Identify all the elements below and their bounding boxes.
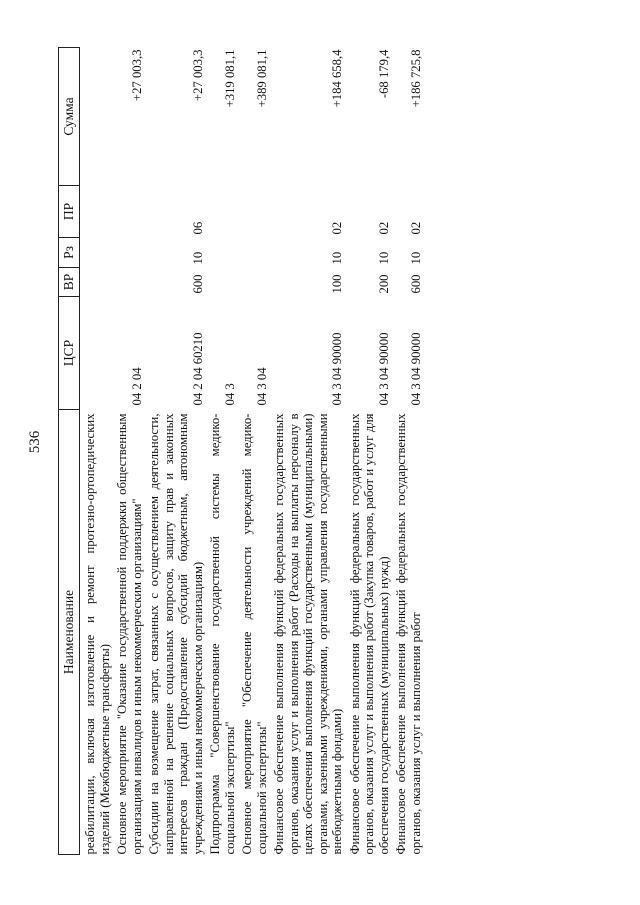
page-number: 536 (27, 430, 43, 454)
row-csr: 04 3 04 90000 (408, 332, 423, 406)
header-csr: ЦСР (59, 297, 80, 410)
row-rz (80, 238, 113, 268)
row-name: Основное мероприятие "Обеспечение деятельности учреждений медико-социальной экспертизы" (240, 413, 269, 855)
header-rz: Рз (59, 238, 80, 268)
row-pr (112, 186, 144, 238)
row-pr: 02 (376, 221, 391, 235)
row-name: Субсидии на возмещение затрат, связанных с осуществлением деятельности, направленной на решение социальных вопросов, защиту прав и законных интересов граждан (Предоставление субсидий бюджетным, автономным учреждениям и иным некоммерческим организациям) (147, 413, 205, 855)
row-vr: 100 (330, 274, 344, 294)
table-row (237, 48, 269, 855)
row-rz: 10 (376, 251, 391, 265)
row-name: Подпрограмма "Совершенствование государственной системы медико-социальной экспертизы" (208, 413, 237, 855)
row-vr (237, 268, 269, 297)
row-pr (205, 186, 237, 238)
row-sum (80, 48, 113, 186)
table-row (144, 48, 205, 855)
table-row (112, 48, 144, 855)
row-vr: 600 (190, 274, 205, 294)
row-rz: 10 (408, 251, 423, 265)
row-csr: 04 2 04 (129, 367, 144, 406)
row-csr: 04 3 04 90000 (376, 332, 391, 406)
row-csr (80, 297, 113, 410)
row-sum: -68 179,4 (376, 49, 391, 99)
row-pr: 02 (408, 221, 423, 235)
table-header (59, 48, 80, 855)
row-name: Финансовое обеспечение выполнения функций федеральных государственных органов, оказания услуг и выполнения работ (Закупка товаров, работ и услуг для обеспечения государственных (муниципальных) нужд) (347, 413, 391, 855)
row-pr: 06 (190, 221, 205, 235)
row-csr: 04 3 04 (254, 367, 269, 406)
row-vr (205, 268, 237, 297)
table-row (345, 48, 392, 855)
header-pr: ПР (59, 186, 80, 238)
row-pr: 02 (330, 221, 344, 235)
header-row (59, 48, 80, 855)
row-rz: 10 (190, 251, 205, 265)
table-body (80, 48, 424, 855)
row-rz (205, 238, 237, 268)
row-sum: +184 658,4 (330, 49, 344, 108)
row-sum: +186 725,8 (408, 49, 423, 108)
row-pr (80, 186, 113, 238)
row-name: Основное мероприятие "Оказание государственной поддержки общественным организациям инвалидов и иным некоммерческим организациям" (115, 413, 144, 855)
row-vr: 200 (376, 274, 391, 294)
table-row (80, 48, 113, 855)
row-vr (80, 268, 113, 297)
header-vr: ВР (59, 268, 80, 297)
row-sum: +27 003,3 (129, 49, 144, 102)
header-name: Наименование (59, 410, 80, 855)
table-row (269, 48, 345, 855)
row-sum: +27 003,3 (190, 49, 205, 102)
row-pr (237, 186, 269, 238)
row-rz (237, 238, 269, 268)
row-vr: 600 (408, 274, 423, 294)
row-csr: 04 3 04 90000 (330, 332, 344, 406)
row-csr: 04 3 (222, 383, 237, 406)
row-name: Финансовое обеспечение выполнения функций федеральных государственных органов, оказания услуг и выполнения работ (394, 413, 423, 855)
row-name: Финансовое обеспечение выполнения функций федеральных государственных органов, оказания услуг и выполнения работ (Расходы на выплаты персоналу в целях обеспечения выполнения функций государственными (муниципальными) органами, казенными учреждениями, органами управления государственными внебюджетными фондами) (272, 413, 344, 855)
row-rz: 10 (330, 251, 344, 265)
row-csr: 04 2 04 60210 (190, 332, 205, 406)
row-sum: +319 081,1 (222, 49, 237, 108)
table-row (205, 48, 237, 855)
budget-table (58, 47, 423, 855)
row-rz (112, 238, 144, 268)
table-row (391, 48, 423, 855)
header-sum: Сумма (59, 48, 80, 186)
row-vr (112, 268, 144, 297)
row-name: реабилитации, включая изготовление и ремонт протезно-ортопедических изделий (Межбюджетные трансферты) (83, 413, 112, 855)
row-sum: +389 081,1 (254, 49, 269, 108)
